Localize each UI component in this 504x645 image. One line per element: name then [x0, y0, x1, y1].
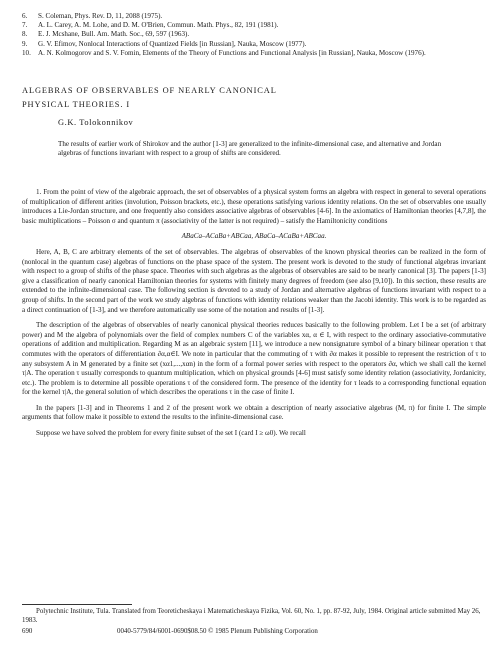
- reference-number: 9.: [22, 39, 28, 48]
- reference-text: G. V. Efimov, Nonlocal Interactions of Quantized Fields [in Russian], Nauka, Moscow (1977).: [38, 39, 307, 48]
- reference-text: A. L. Carey, A. M. Lohe, and D. M. O'Brien, Commun. Math. Phys., 82, 191 (1981).: [38, 21, 279, 30]
- reference-text: A. N. Kolmogorov and S. V. Fomin, Elements of the Theory of Functions and Functional Analysis [in Russian], Nauka, Moscow (1976).: [38, 48, 426, 57]
- article-author: G.K. Tolokonnikov: [58, 118, 134, 127]
- reference-number: 10.: [22, 48, 31, 57]
- page-number: 690: [22, 628, 33, 635]
- reference-text: S. Coleman, Phys. Rev. D, 11, 2088 (1975).: [38, 12, 163, 20]
- reference-number: 7.: [22, 21, 28, 30]
- footnote: Polytechnic Institute, Tula. Translated from Teoreticheskaya i Matematicheskaya Fizika, Vol. 60, No. 1, pp. 87-92, July, 1984. Original article submitted May 26, 1983.: [22, 608, 481, 624]
- hamiltonicity-formula: ABaCa–ACaBa+ABCaa, ABaCa–ACaBa+ABCaa.: [181, 232, 327, 241]
- reference-number: 8.: [22, 30, 28, 39]
- paragraph-4: In the papers [1-3] and in Theorems 1 and 2 of the present work we obtain a description of nearly associative algebras (M, π) for finite I. The simple arguments that follow make it possible to extend the results to the infinite-dimensional case.: [22, 403, 486, 422]
- footnote-divider: [22, 604, 132, 605]
- paragraph-2: Here, A, B, C are arbitrary elements of the set of observables. The algebras of observables of the known physical theories can be realized in the form of (nonlocal in the quantum case) algebras of functions on the phase space of the system. The present work is devoted to the study of functional algebras invariant with respect to a group of shifts of the phase space. Theories with such algebras as the algebras of observables are said to be nearly canonical [3]. The papers [1-3] give a classification of nearly canonical Hamiltonian theories for systems with finitely many degrees of freedom (see also [9,10]). In this section, these results are extended to the infinite-dimensional case. The following section is devoted to a study of Jordan and alternative algebras of functions invariant with respect to a group of shifts. In the second part of the work we study algebras of functions with identity relations weaker than the Jacobi identity. This work is to be regarded as a direct continuation of [1-3], and we therefore automatically use some of the notation and results of [1-3].: [22, 247, 486, 314]
- paragraph-3: The description of the algebras of observables of nearly canonical physical theories reduces basically to the following problem. Let I be a set (of arbitrary power) and M the algebra of polynomials over the field of complex numbers C of the variables xα, α ∈ I, with respect to the ordinary associative-commutative operations of addition and multiplication. Regarding M as an algebraic system [11], we introduce a new nonsignature symbol of a binary bilinear operation τ that commutes with the operators of differentiation ∂α,α∈I. We note in particular that the commuting of τ with ∂α makes it possible to represent the restriction of τ to any subsystem A in M generated by a finite set (xα1,...,xαn) in the form of a formal power series with respect to the operators ∂α, which we shall call the kernel τ|A. The operation τ usually corresponds to quantum multiplication, which on physical grounds [4-6] must satisfy some identity relation (associativity, Jordanicity, etc.). The problem is to determine all possible operations τ of the considered form. The presence of the identity for τ leads to a corresponding functional equation for the kernel τ|A, the general solution of which describes the operations τ in the case of finite I.: [22, 321, 486, 397]
- article-title: [22, 84, 482, 112]
- article-abstract: The results of earlier work of Shirokov and the author [1-3] are generalized to the infinite-dimensional case, and alternative and Jordan algebras of functions invariant with respect to a group of shifts are considered.: [58, 140, 442, 158]
- reference-item: [22, 30, 492, 39]
- reference-item: [22, 12, 492, 21]
- paragraph-5: Suppose we have solved the problem for every finite subset of the set I (card I ≥ ω0). We recall: [36, 429, 306, 438]
- reference-list: [22, 12, 492, 58]
- article-title-line-2: PHYSICAL THEORIES. I: [22, 100, 131, 109]
- reference-item: [22, 40, 492, 49]
- reference-item: [22, 21, 492, 30]
- issn-copyright: 0040-5779/84/6001-0690$08.50 © 1985 Plenum Publishing Corporation: [117, 628, 318, 635]
- reference-number: 6.: [22, 12, 28, 20]
- article-body: [22, 188, 486, 445]
- reference-item: [22, 49, 492, 58]
- paragraph-1: 1. From the point of view of the algebraic approach, the set of observables of a physical system forms an algebra with respect in general to several operations of multiplication of different arities (involution, Poisson brackets, etc.), these operations satisfying various identity relations. On the set of observables one usually introduces a Lie-Jordan structure, and one frequently also considers associative algebras of observables [4-6]. In the axiomatics of Hamiltonian theories [4,7,8], the basic multiplications – Poisson σ and quantum π (associativity of the latter is not required) – satisfy the Hamiltonicity conditions: [22, 188, 486, 225]
- reference-text: E. J. Mcshane, Bull. Am. Math. Soc., 69, 597 (1963).: [38, 30, 190, 39]
- article-title-line-1: ALGEBRAS OF OBSERVABLES OF NEARLY CANONICAL: [22, 86, 277, 95]
